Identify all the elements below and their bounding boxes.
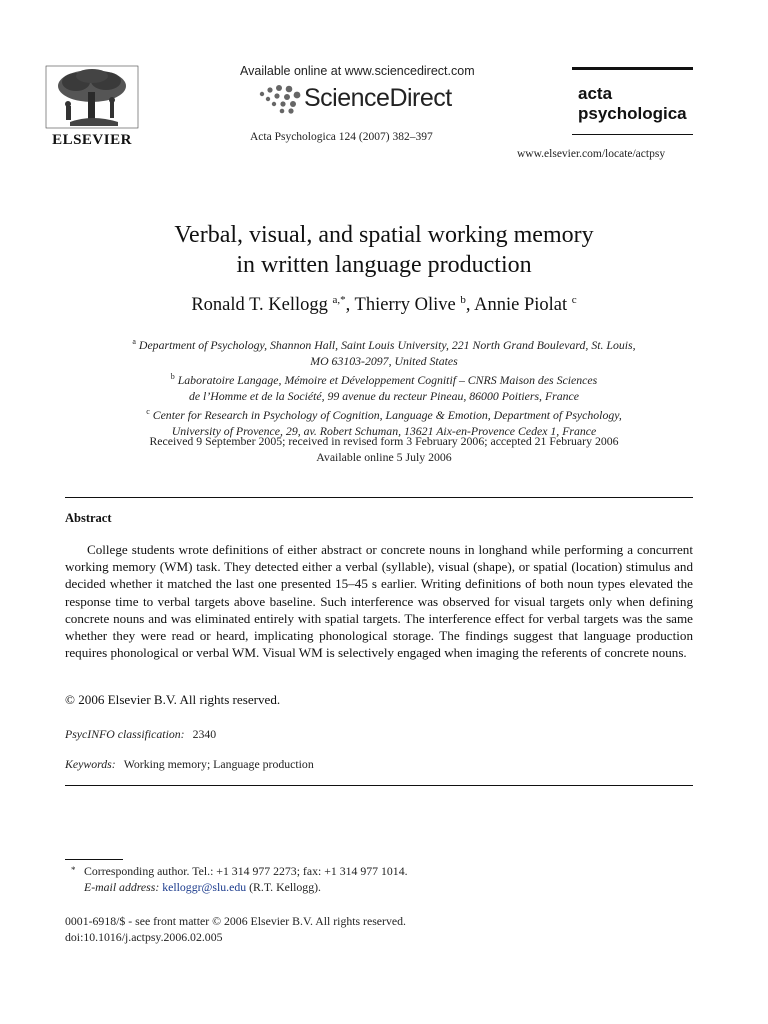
keywords-value: Working memory; Language production (123, 757, 314, 771)
abstract-paragraph: College students wrote definitions of either abstract or concrete nouns in longhand while performing a concurrent working memory (WM) task. They detected either a verbal (syllable), visual (shape), or spatial (location) stimulus and decided whether it matched the last one presented 15–45 s earlier. Writing definitions of both noun types elevated the response time to verbal targets above baseline. Such interference was observed for visual targets only when defining concrete nouns and was eliminated entirely with spatial targets. The interference effect for verbal targets was the same whether they were read or heard, implicating phonological storage. The findings suggest that language production requires phonological or verbal WM. Visual WM is selectively engaged when imaging the referents of concrete nouns. (65, 542, 693, 661)
author-name: Thierry Olive (354, 295, 456, 316)
footnote-contact: Corresponding author. Tel.: +1 314 977 2273; fax: +1 314 977 1014. (84, 864, 408, 878)
article-title (0, 220, 768, 280)
received-dates: Received 9 September 2005; received in revised form 3 February 2006; accepted 21 February 2006 (149, 434, 619, 448)
footnote-rule (65, 859, 123, 860)
classification-label: PsycINFO classification: (65, 727, 185, 741)
author-name: Annie Piolat (474, 295, 568, 316)
affiliation-text: Department of Psychology, Shannon Hall, Saint Louis University, 221 North Grand Boulevard, St. Louis, (138, 337, 636, 352)
journal-logo (578, 84, 687, 124)
affiliation (70, 369, 698, 389)
author-affiliation-marker[interactable]: c (571, 294, 577, 306)
classification-line (65, 727, 216, 742)
sciencedirect-wordmark: ScienceDirect (304, 84, 452, 112)
available-online-date: Available online 5 July 2006 (316, 449, 452, 464)
affiliation-continuation: de l’Homme et de la Société, 99 avenue du recteur Pineau, 86000 Poitiers, France (188, 388, 580, 403)
journal-citation: Acta Psychologica 124 (2007) 382–397 (250, 131, 433, 143)
journal-logo-line1: acta (578, 84, 613, 103)
keywords-label: Keywords: (65, 757, 116, 771)
affiliation-marker: b (170, 372, 175, 382)
affiliation-text: Laboratoire Langage, Mémoire et Développement Cognitif – CNRS Maison des Sciences (177, 373, 598, 388)
keywords-line (65, 757, 314, 772)
affiliation-marker: c (146, 407, 150, 417)
journal-url-link[interactable]: www.elsevier.com/locate/actpsy (517, 148, 666, 160)
doi-link[interactable]: doi:10.1016/j.actpsy.2006.02.005 (65, 929, 223, 944)
elsevier-logo (40, 62, 144, 150)
footnote-email-line (65, 880, 408, 896)
journal-logo-bottom-rule (572, 134, 693, 135)
affiliations (70, 334, 698, 439)
footnote-marker: * (71, 865, 76, 875)
affiliation (70, 404, 698, 424)
affiliation-marker: a (132, 337, 136, 346)
article-history (70, 434, 698, 465)
title-line-2: in written language production (236, 252, 532, 278)
email-link[interactable]: kelloggr@slu.edu (162, 879, 247, 894)
author-list: Ronald T. Kellogg $^{a,*}$, Thierry Olive $^b$, Annie Piolat $^c$ (191, 294, 577, 316)
affiliation-continuation: MO 63103-2097, United States (310, 353, 458, 368)
email-suffix: (R.T. Kellogg). (249, 879, 321, 894)
author-affiliation-marker[interactable]: b (460, 294, 466, 306)
issn-line: 0001-6918/$ - see front matter © 2006 Elsevier B.V. All rights reserved. (65, 914, 406, 928)
available-online-text: Available online at www.sciencedirect.com (240, 64, 475, 78)
title-line-1: Verbal, visual, and spatial working memory (174, 222, 594, 248)
affiliation (70, 334, 698, 354)
email-label: E-mail address: (84, 879, 160, 894)
journal-logo-line2: psychologica (578, 104, 687, 123)
abstract-heading: Abstract (65, 511, 112, 525)
affiliation-text: Center for Research in Psychology of Cognition, Language & Emotion, Department of Psychology, (152, 408, 622, 423)
sciencedirect-logo (254, 82, 474, 116)
corresponding-author-footnote (65, 864, 408, 895)
author-name: Ronald T. Kellogg (191, 295, 328, 316)
elsevier-tree-icon (40, 62, 144, 132)
abstract-copyright: © 2006 Elsevier B.V. All rights reserved. (65, 692, 281, 707)
journal-logo-top-rule (572, 67, 693, 70)
abstract-body (65, 541, 693, 661)
affiliation-continuation: University of Provence, 29, av. Robert Schuman, 13621 Aix-en-Provence Cedex 1, France (171, 423, 597, 438)
author-affiliation-marker[interactable]: a,* (332, 294, 346, 306)
sciencedirect-dots-icon (254, 82, 304, 116)
abstract-top-rule (65, 497, 693, 498)
abstract-bottom-rule (65, 785, 693, 786)
classification-value: 2340 (192, 727, 217, 741)
publisher-wordmark: ELSEVIER (52, 132, 132, 148)
front-matter-info (65, 914, 406, 945)
